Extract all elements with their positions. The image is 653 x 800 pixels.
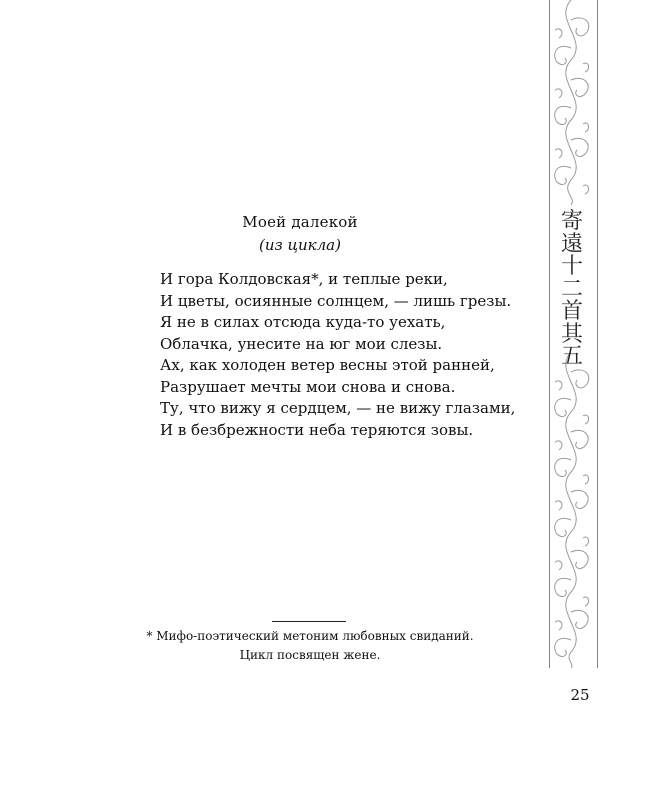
poem-subtitle: (из цикла) [259,236,341,254]
poem-body [160,269,540,441]
side-title-char: 首 [560,299,583,324]
poem-line: И в безбрежности неба теряются зовы. [160,420,474,439]
side-title-cjk [553,211,591,369]
footnote-divider [272,621,346,622]
footnote-line: * Мифо-поэтический метоним любовных свиданий. [146,629,474,643]
poem-line: И цветы, осиянные солнцем, — лишь грезы. [160,291,512,310]
floral-ornament-bottom-icon [543,352,598,668]
side-title-char: 寄 [560,209,583,234]
floral-ornament-top-icon [543,0,598,205]
side-title-char: 二 [560,276,583,302]
poem-line: Я не в силах отсюда куда-то уехать, [160,313,446,331]
poem-line: И гора Колдовская*, и теплые реки, [160,270,448,288]
poem-line: Ах, как холоден ветер весны этой ранней, [160,356,495,374]
side-title-char: 遠 [560,231,583,257]
poem-line: Разрушает мечты мои снова и снова. [160,377,456,396]
poem-line: Ту, что вижу я сердцем, — не вижу глазами, [160,399,516,417]
poem-title: Моей далекой [242,213,358,231]
side-title-char: 五 [560,344,583,369]
side-title-char: 其 [560,321,583,347]
footnote [140,627,480,665]
side-title-char: 十 [560,254,583,279]
footnote-line: Цикл посвящен жене. [239,648,381,662]
page-number: 25 [570,686,590,704]
poem-line: Облачка, унесите на юг мои слезы. [160,334,443,353]
